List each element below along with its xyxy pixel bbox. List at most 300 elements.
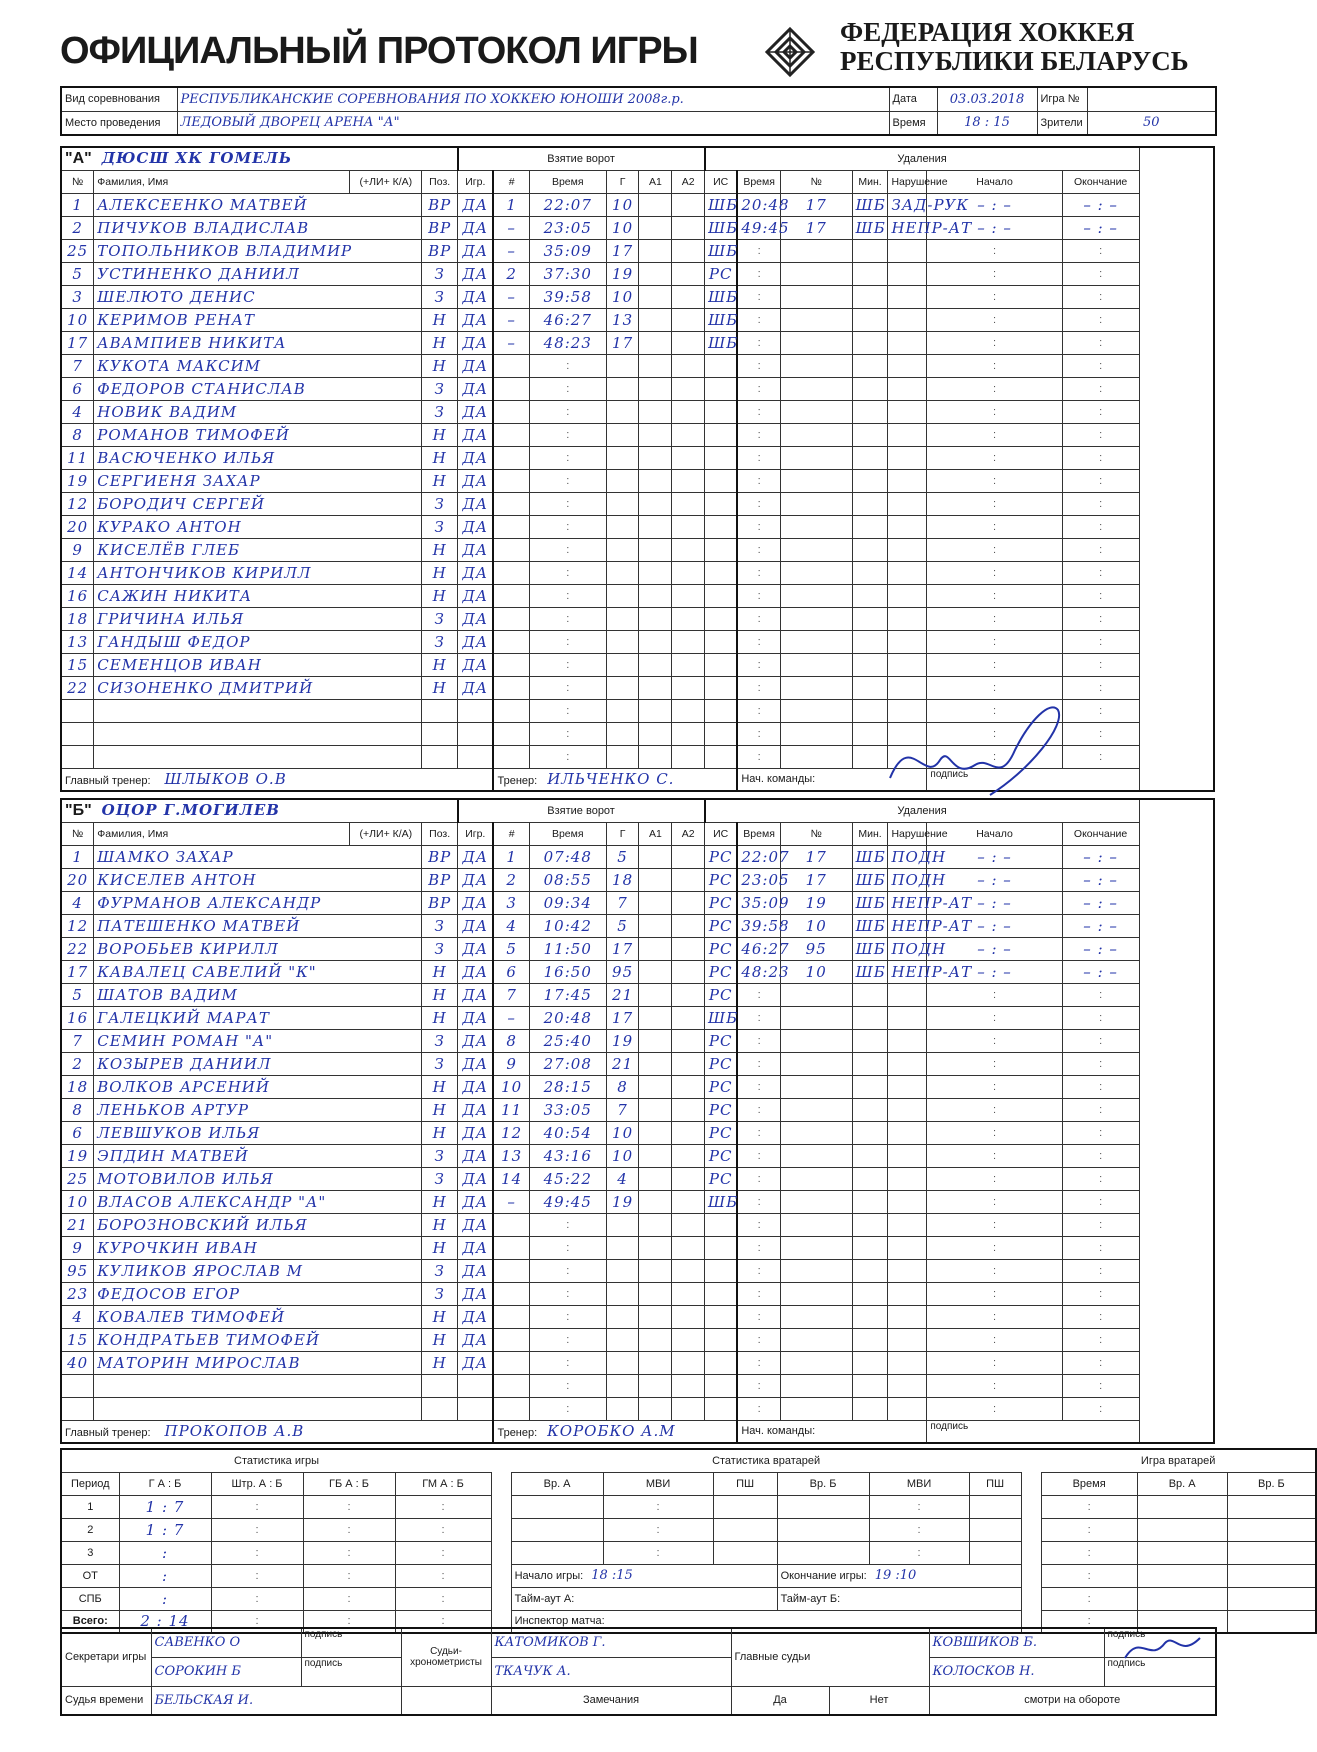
- penalty-empty: [780, 308, 852, 331]
- goalie-play-time: :: [1041, 1495, 1137, 1518]
- goal-empty: [672, 1213, 705, 1236]
- penalty-empty: [888, 354, 927, 377]
- penalty-time: :: [737, 492, 780, 515]
- goal-assist1: [639, 1167, 672, 1190]
- goal-empty: [639, 1282, 672, 1305]
- penalty-end: – : –: [1062, 216, 1139, 239]
- penalty-empty: [888, 262, 927, 285]
- goal-scorer: 18: [606, 868, 639, 891]
- referee-1-signature: подпись: [1104, 1628, 1216, 1657]
- goal-empty: [705, 607, 738, 630]
- player-position: Н: [422, 1075, 458, 1098]
- goal-scorer: 10: [606, 193, 639, 216]
- player-row: [61, 469, 1214, 492]
- goal-assist1: [639, 285, 672, 308]
- goal-time: 20:48: [529, 1006, 606, 1029]
- penalty-empty: [888, 1144, 927, 1167]
- goal-number: 1: [493, 845, 529, 868]
- goal-empty: [606, 630, 639, 653]
- goal-empty: [606, 1305, 639, 1328]
- penalty-time: :: [737, 1075, 780, 1098]
- player-number-header: №: [61, 170, 94, 193]
- penalty-start: :: [927, 1351, 1062, 1374]
- player-games: ДА: [458, 676, 494, 699]
- date-value: 03.03.2018: [937, 87, 1037, 111]
- penalty-start: :: [927, 354, 1062, 377]
- ga-header: Г А : Б: [119, 1472, 211, 1495]
- goal-number: [493, 584, 529, 607]
- goal-empty: [672, 515, 705, 538]
- player-row: [61, 1213, 1214, 1236]
- penalty-time: :: [737, 354, 780, 377]
- penalty-start: :: [927, 1098, 1062, 1121]
- player-games: ДА: [458, 423, 494, 446]
- goal-empty: [639, 1397, 672, 1420]
- penalty-end: :: [1062, 676, 1139, 699]
- goal-assist2: [672, 914, 705, 937]
- document-title: ОФИЦИАЛЬНЫЙ ПРОТОКОЛ ИГРЫ: [60, 30, 698, 72]
- goal-empty: [639, 561, 672, 584]
- penalty-start: :: [927, 492, 1062, 515]
- goal-empty: [639, 1236, 672, 1259]
- penalty-end-header: Окончание: [1062, 170, 1139, 193]
- goal-time: 39:58: [529, 285, 606, 308]
- player-row: [61, 1374, 1214, 1397]
- team-b-table: [60, 798, 1215, 1444]
- player-name: ВОРОБЬЕВ КИРИЛЛ: [94, 937, 422, 960]
- player-position: ВР: [422, 845, 458, 868]
- spacer: [1021, 1472, 1041, 1495]
- player-position: Н: [422, 1305, 458, 1328]
- player-games: ДА: [458, 469, 494, 492]
- player-games: ДА: [458, 1213, 494, 1236]
- goal-scorer: 19: [606, 1029, 639, 1052]
- penalty-end: :: [1062, 1144, 1139, 1167]
- goal-time: :: [529, 699, 606, 722]
- goal-number: 8: [493, 1029, 529, 1052]
- penalty-player: 17: [780, 216, 852, 239]
- statistics-table: [60, 1448, 1317, 1634]
- goal-empty: [705, 676, 738, 699]
- goal-empty: [606, 676, 639, 699]
- goal-assist1: [639, 216, 672, 239]
- penalty-start: :: [927, 676, 1062, 699]
- goal-number: [493, 1351, 529, 1374]
- player-games: ДА: [458, 1075, 494, 1098]
- goal-empty: [705, 653, 738, 676]
- penalty-start: :: [927, 1259, 1062, 1282]
- goal-number: [493, 1397, 529, 1420]
- goal-empty: [705, 745, 738, 768]
- goal-empty: [639, 1259, 672, 1282]
- goal-empty: [705, 400, 738, 423]
- penalty-start: :: [927, 308, 1062, 331]
- coach-name: КОРОБКО А.М: [547, 1422, 676, 1441]
- penalty-player: 19: [780, 891, 852, 914]
- goal-empty: [705, 515, 738, 538]
- goalie-play-a: [1137, 1541, 1227, 1564]
- goal-time: :: [529, 446, 606, 469]
- goal-assist1: [639, 262, 672, 285]
- penalty-player: 17: [780, 193, 852, 216]
- penalty-empty: [852, 239, 888, 262]
- penalty-minutes: ШБ: [852, 937, 888, 960]
- penalty-start: :: [927, 607, 1062, 630]
- goal-situation: РС: [705, 1075, 738, 1098]
- player-number: [61, 699, 94, 722]
- player-row: [61, 1190, 1214, 1213]
- penalty-start: :: [927, 630, 1062, 653]
- goal-time: :: [529, 354, 606, 377]
- goal-empty: [705, 1282, 738, 1305]
- goal-assist2: [672, 868, 705, 891]
- goal-time: 17:45: [529, 983, 606, 1006]
- goal-number: 2: [493, 868, 529, 891]
- player-number: 10: [61, 308, 94, 331]
- goalie-play-time-header: Время: [1041, 1472, 1137, 1495]
- player-position: З: [422, 630, 458, 653]
- player-games: ДА: [458, 630, 494, 653]
- penalty-empty: [852, 515, 888, 538]
- goal-empty: [606, 354, 639, 377]
- penalty-time: :: [737, 722, 780, 745]
- head-coach-name: ШЛЫКОВ О.В: [164, 770, 287, 789]
- goal-empty: [705, 1305, 738, 1328]
- penalty-end: :: [1062, 584, 1139, 607]
- goalie-play-b: [1227, 1587, 1316, 1610]
- goal-time: 49:45: [529, 1190, 606, 1213]
- penalty-empty: [780, 1282, 852, 1305]
- goal-empty: [672, 469, 705, 492]
- player-position: З: [422, 492, 458, 515]
- penalty-empty: [888, 1351, 927, 1374]
- penalty-empty: [780, 1167, 852, 1190]
- goal-number: –: [493, 239, 529, 262]
- goal-number: 10: [493, 1075, 529, 1098]
- player-row: [61, 960, 1214, 983]
- player-position: ВР: [422, 239, 458, 262]
- goalie-stat: [777, 1518, 869, 1541]
- penalty-empty: [852, 584, 888, 607]
- spacer: [491, 1587, 511, 1610]
- goal-empty: [606, 446, 639, 469]
- player-number: 15: [61, 653, 94, 676]
- goal-empty: [672, 584, 705, 607]
- player-games: [458, 1397, 494, 1420]
- player-games: ДА: [458, 914, 494, 937]
- coach-name: ИЛЬЧЕНКО С.: [547, 770, 675, 789]
- goal-assist1: [639, 983, 672, 1006]
- penalty-empty: [888, 607, 927, 630]
- goalie-play-a: [1137, 1495, 1227, 1518]
- head-coach-label: Главный тренер:: [65, 775, 151, 788]
- team-name-cell: [61, 799, 458, 822]
- goal-empty: [672, 377, 705, 400]
- goal-time: :: [529, 1305, 606, 1328]
- goal-time: 35:09: [529, 239, 606, 262]
- penalty-empty: [888, 492, 927, 515]
- penalty-empty: [888, 1397, 927, 1420]
- penalty-empty: [888, 1282, 927, 1305]
- player-name: СЕРГИЕНЯ ЗАХАР: [94, 469, 422, 492]
- player-position: З: [422, 1259, 458, 1282]
- goal-assist1: [639, 331, 672, 354]
- player-games: ДА: [458, 515, 494, 538]
- goal-number: [493, 400, 529, 423]
- penalty-time: 20:48: [737, 193, 780, 216]
- penalty-empty: [852, 1190, 888, 1213]
- spectators-value: 50: [1087, 111, 1216, 135]
- penalty-empty: [852, 1236, 888, 1259]
- period-stat: :: [303, 1564, 395, 1587]
- player-games: ДА: [458, 1190, 494, 1213]
- player-number: 21: [61, 1213, 94, 1236]
- penalty-empty: [852, 423, 888, 446]
- penalty-empty: [780, 1029, 852, 1052]
- penalty-start: – : –: [927, 960, 1062, 983]
- penalty-end: – : –: [1062, 845, 1139, 868]
- goal-time: :: [529, 400, 606, 423]
- period-stat: :: [395, 1541, 491, 1564]
- period-label: Всего:: [61, 1610, 119, 1633]
- player-number: 40: [61, 1351, 94, 1374]
- player-row: [61, 492, 1214, 515]
- penalty-end: :: [1062, 1213, 1139, 1236]
- goal-empty: [672, 400, 705, 423]
- player-games: ДА: [458, 538, 494, 561]
- penalty-time: 39:58: [737, 914, 780, 937]
- period-label: ОТ: [61, 1564, 119, 1587]
- goal-scorer: 21: [606, 983, 639, 1006]
- penalty-time: :: [737, 745, 780, 768]
- spacer: [491, 1472, 511, 1495]
- player-games: ДА: [458, 354, 494, 377]
- player-number: 14: [61, 561, 94, 584]
- player-name: КОВАЛЕВ ТИМОФЕЙ: [94, 1305, 422, 1328]
- player-position: З: [422, 937, 458, 960]
- goal-time: :: [529, 538, 606, 561]
- player-row: [61, 1075, 1214, 1098]
- goal-number: –: [493, 1190, 529, 1213]
- penalty-start: – : –: [927, 937, 1062, 960]
- penalty-end: :: [1062, 538, 1139, 561]
- goal-number: [493, 561, 529, 584]
- penalty-empty: [888, 630, 927, 653]
- player-position: Н: [422, 469, 458, 492]
- player-position: [422, 722, 458, 745]
- goalie-play-b: [1227, 1564, 1316, 1587]
- player-position: З: [422, 400, 458, 423]
- player-games: ДА: [458, 1144, 494, 1167]
- goal-number: [493, 699, 529, 722]
- goal-empty: [705, 1236, 738, 1259]
- penalty-empty: [852, 653, 888, 676]
- penalty-end: – : –: [1062, 914, 1139, 937]
- player-position: Н: [422, 1006, 458, 1029]
- player-games: ДА: [458, 1121, 494, 1144]
- player-number: 12: [61, 914, 94, 937]
- goal-assist1: [639, 1075, 672, 1098]
- penalty-start: :: [927, 1190, 1062, 1213]
- goal-time: 37:30: [529, 262, 606, 285]
- goal-scorer: 10: [606, 285, 639, 308]
- goal-empty: [639, 492, 672, 515]
- goal-number: 7: [493, 983, 529, 1006]
- goal-situation: РС: [705, 1167, 738, 1190]
- goal-scorer: 10: [606, 216, 639, 239]
- penalty-minutes: ШБ: [852, 960, 888, 983]
- goal-empty: [606, 607, 639, 630]
- goal-empty: [672, 354, 705, 377]
- player-row: [61, 1144, 1214, 1167]
- penalty-time-header: Время: [737, 822, 780, 845]
- penalty-player-header: №: [780, 170, 852, 193]
- penalty-empty: [852, 1006, 888, 1029]
- penalty-empty: [888, 377, 927, 400]
- penalty-end: :: [1062, 1075, 1139, 1098]
- player-number: 95: [61, 1259, 94, 1282]
- goal-empty: [705, 354, 738, 377]
- penalty-end: :: [1062, 400, 1139, 423]
- period-stat: :: [303, 1587, 395, 1610]
- game-start-cell: [511, 1564, 777, 1587]
- penalty-end: :: [1062, 469, 1139, 492]
- period-stat: :: [211, 1564, 303, 1587]
- player-name: [94, 722, 422, 745]
- goalie-stat: [969, 1518, 1021, 1541]
- goal-empty: [705, 699, 738, 722]
- penalty-start: :: [927, 722, 1062, 745]
- penalty-start: – : –: [927, 868, 1062, 891]
- penalty-end: :: [1062, 1121, 1139, 1144]
- signature-cell: подпись: [927, 768, 1139, 791]
- player-name: РОМАНОВ ТИМОФЕЙ: [94, 423, 422, 446]
- penalty-player: 95: [780, 937, 852, 960]
- player-number: 16: [61, 1006, 94, 1029]
- penalty-end: :: [1062, 1190, 1139, 1213]
- penalty-start: :: [927, 1374, 1062, 1397]
- penalty-end: – : –: [1062, 193, 1139, 216]
- goalie-play-a: [1137, 1587, 1227, 1610]
- player-row: [61, 1052, 1214, 1075]
- player-name: СИЗОНЕНКО ДМИТРИЙ: [94, 676, 422, 699]
- goal-empty: [672, 492, 705, 515]
- goal-empty: [705, 377, 738, 400]
- goals-title: Взятие ворот: [458, 799, 705, 822]
- goal-scorer: 17: [606, 331, 639, 354]
- player-position: З: [422, 607, 458, 630]
- federation-name: [840, 18, 1189, 76]
- goal-assist2: [672, 193, 705, 216]
- player-row: [61, 239, 1214, 262]
- period-stat: :: [395, 1587, 491, 1610]
- penalty-minutes: ШБ: [852, 193, 888, 216]
- penalty-start: :: [927, 1144, 1062, 1167]
- goal-empty: [606, 1374, 639, 1397]
- coach-cell: [493, 768, 737, 791]
- player-name: КУКОТА МАКСИМ: [94, 354, 422, 377]
- player-games: ДА: [458, 377, 494, 400]
- player-number: 8: [61, 1098, 94, 1121]
- penalty-empty: [852, 538, 888, 561]
- goal-assist1: [639, 960, 672, 983]
- penalty-start: :: [927, 1029, 1062, 1052]
- mvi-a-header: МВИ: [603, 1472, 713, 1495]
- penalty-start: :: [927, 1282, 1062, 1305]
- penalty-empty: [780, 1121, 852, 1144]
- federation-line1: ФЕДЕРАЦИЯ ХОККЕЯ: [840, 17, 1135, 47]
- goal-number: [493, 377, 529, 400]
- penalty-start: :: [927, 469, 1062, 492]
- goal-situation: РС: [705, 845, 738, 868]
- penalty-time: :: [737, 331, 780, 354]
- spacer: [1021, 1587, 1041, 1610]
- goal-time: 46:27: [529, 308, 606, 331]
- player-games: [458, 722, 494, 745]
- period-goals: :: [119, 1541, 211, 1564]
- player-position: ВР: [422, 193, 458, 216]
- player-row: [61, 983, 1214, 1006]
- penalty-empty: [888, 1374, 927, 1397]
- goalie-play-b: [1227, 1495, 1316, 1518]
- penalty-empty: [888, 1328, 927, 1351]
- goal-situation: ШБ: [705, 308, 738, 331]
- player-position: Н: [422, 1098, 458, 1121]
- penalty-empty: [888, 1075, 927, 1098]
- period-stat: :: [211, 1495, 303, 1518]
- goal-number-header: #: [493, 822, 529, 845]
- penalty-end: :: [1062, 1259, 1139, 1282]
- penalty-start: :: [927, 423, 1062, 446]
- penalty-start: :: [927, 1121, 1062, 1144]
- penalty-empty: [888, 308, 927, 331]
- goal-time-header: Время: [529, 822, 606, 845]
- player-name: СЕМИН РОМАН "А": [94, 1029, 422, 1052]
- penalty-start-header: Начало: [927, 822, 1062, 845]
- penalty-time: :: [737, 630, 780, 653]
- player-row: [61, 446, 1214, 469]
- goal-number: [493, 607, 529, 630]
- player-name: КАВАЛЕЦ САВЕЛИЙ "К": [94, 960, 422, 983]
- penalty-time: :: [737, 1167, 780, 1190]
- player-row: [61, 1305, 1214, 1328]
- goal-number: [493, 492, 529, 515]
- penalty-start: :: [927, 1213, 1062, 1236]
- player-name: ТОПОЛЬНИКОВ ВЛАДИМИР: [94, 239, 422, 262]
- penalty-time: :: [737, 1328, 780, 1351]
- goal-scorer: 19: [606, 1190, 639, 1213]
- goal-empty: [639, 699, 672, 722]
- goal-empty: [606, 584, 639, 607]
- goal-empty: [606, 561, 639, 584]
- violation-header: Нарушение: [888, 170, 927, 193]
- penalty-time: :: [737, 607, 780, 630]
- goal-assist2: [672, 1006, 705, 1029]
- psh-b-header: ПШ: [969, 1472, 1021, 1495]
- team-chief-label: Нач. команды:: [741, 1425, 816, 1438]
- assist2-header: А2: [672, 822, 705, 845]
- player-name: БОРОДИЧ СЕРГЕЙ: [94, 492, 422, 515]
- goal-number: 5: [493, 937, 529, 960]
- goalie-play-time: :: [1041, 1610, 1137, 1633]
- goal-situation: ШБ: [705, 331, 738, 354]
- penalty-empty: [780, 745, 852, 768]
- team-name: ОЦОР Г.МОГИЛЕВ: [101, 801, 280, 820]
- goalie-stats-title: Статистика вратарей: [511, 1449, 1021, 1472]
- penalty-start: :: [927, 1006, 1062, 1029]
- goal-empty: [639, 653, 672, 676]
- goalie-a-header: Вр. А: [511, 1472, 603, 1495]
